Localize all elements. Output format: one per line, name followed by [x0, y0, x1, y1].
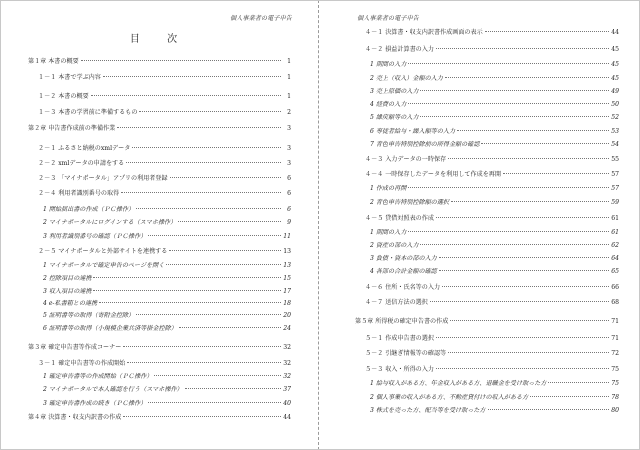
toc-entry: [28, 344, 291, 352]
toc-entry: [365, 299, 619, 307]
toc-entry-page-number: 54: [611, 141, 619, 148]
toc-entry: [370, 128, 619, 136]
toc-entry: [370, 114, 619, 122]
toc-entry-label: 2 売上（収入）金額の入力: [370, 75, 443, 82]
dot-leader: [132, 147, 281, 148]
toc-entry-label: 2 マイナポータルにログインする（スマホ操作）: [43, 219, 177, 226]
toc-entry: [370, 101, 619, 109]
toc-entry: [365, 366, 619, 374]
toc-entry: [43, 325, 291, 333]
toc-entry: [43, 400, 291, 408]
dot-leader: [127, 362, 281, 363]
dot-leader: [81, 60, 281, 61]
toc-entry: [370, 61, 619, 69]
toc-entry-label: 1 期間の入力: [370, 61, 407, 68]
toc-entry: [370, 88, 619, 96]
toc-entry-label: ３－１ 確定申告書等の作成開始: [38, 360, 126, 367]
toc-entry: [365, 156, 619, 164]
page-divider: [318, 0, 319, 450]
toc-entry-page-number: 32: [283, 373, 291, 380]
dot-leader: [99, 302, 281, 303]
dot-leader: [123, 416, 281, 417]
toc-entry-page-number: 17: [283, 288, 291, 295]
toc-entry: [43, 373, 291, 381]
toc-entry-page-number: 32: [283, 344, 291, 351]
toc-entry-label: ５－２ 引継ぎ情報等の確認等: [365, 350, 447, 357]
toc-entry: [43, 300, 291, 308]
toc-entry-label: ４－６ 住所・氏名等の入力: [365, 284, 441, 291]
dot-leader: [117, 127, 281, 128]
toc-entry-page-number: 32: [283, 360, 291, 367]
dot-leader: [481, 143, 609, 144]
toc-entry-page-number: 3: [287, 145, 291, 152]
toc-entry: [370, 380, 619, 388]
dot-leader: [430, 301, 609, 302]
toc-entry-label: 2 青色申告特別控除額の選択: [370, 199, 449, 206]
toc-entry-label: 第３章 確定申告書等作成コーナー: [28, 344, 122, 351]
toc-entry-label: 1 マイナポータルで確定申告のページを開く: [43, 262, 165, 269]
toc-entry: [370, 394, 619, 402]
dot-leader: [436, 337, 609, 338]
toc-entry-label: 3 収入項目の連携: [43, 288, 92, 295]
dot-leader: [91, 95, 281, 96]
dot-leader: [548, 382, 609, 383]
toc-entry-label: 4 経費の入力: [370, 101, 407, 108]
toc-entry-page-number: 50: [611, 101, 619, 108]
toc-entry-label: 1 開始届出書の作成（ＰＣ操作）: [43, 206, 135, 213]
dot-leader: [93, 290, 281, 291]
toc-entry-page-number: 6: [287, 175, 291, 182]
toc-entry-page-number: 52: [611, 114, 619, 121]
toc-entry-page-number: 78: [611, 394, 619, 401]
toc-entry-page-number: 71: [611, 318, 619, 325]
dot-leader: [408, 103, 609, 104]
toc-entry-page-number: 66: [611, 284, 619, 291]
toc-entry: [370, 229, 619, 237]
dot-leader: [450, 320, 609, 321]
toc-entry: [38, 145, 291, 153]
dot-leader: [166, 264, 281, 265]
dot-leader: [148, 402, 281, 403]
dot-leader: [93, 277, 281, 278]
toc-entry-page-number: 55: [611, 156, 619, 163]
toc-entry-label: ４－４ 一時保存したデータを利用して作成を再開: [365, 171, 501, 178]
toc-entry: [28, 414, 291, 422]
dot-leader: [530, 396, 609, 397]
toc-entry-label: ４－１ 決算書・収支内訳書作成画面の表示: [365, 29, 483, 36]
dot-leader: [123, 346, 281, 347]
toc-entry-page-number: 59: [611, 199, 619, 206]
dot-leader: [103, 76, 281, 77]
toc-entry-page-number: 1: [287, 93, 291, 100]
toc-entry-page-number: 37: [283, 386, 291, 393]
toc-entry: [28, 125, 291, 133]
toc-entry-page-number: 6: [287, 190, 291, 197]
dot-leader: [136, 314, 281, 315]
toc-entry: [43, 288, 291, 296]
dot-leader: [442, 286, 609, 287]
toc-entry: [43, 312, 291, 320]
toc-entry-label: 3 売上原価の入力: [370, 88, 419, 95]
toc-entry-label: １－１ 本書で学ぶ内容: [38, 74, 101, 81]
toc-entry-label: 1 給与収入がある方、年金収入がある方、退職金を受け取った方: [370, 380, 547, 387]
toc-entry-page-number: 65: [611, 268, 619, 275]
dot-leader: [408, 63, 609, 64]
dot-leader: [139, 111, 281, 112]
toc-entry: [43, 206, 291, 214]
toc-entry-label: 第２章 申告書作成前の準備作業: [28, 125, 116, 132]
toc-entry-page-number: 18: [283, 300, 291, 307]
toc-entry: [370, 75, 619, 83]
toc-entry-page-number: 64: [611, 255, 619, 262]
toc-entry-page-number: 61: [611, 215, 619, 222]
toc-entry-label: ２－５ マイナポータルと外部サイトを連携する: [38, 248, 168, 255]
dot-leader: [170, 177, 281, 178]
toc-entry-page-number: 3: [287, 125, 291, 132]
dot-leader: [136, 208, 281, 209]
toc-entry-label: 2 控除項目の連携: [43, 275, 92, 282]
toc-entry-label: ２－３ 「マイナポータル」アプリの利用者登録: [38, 175, 168, 182]
dot-leader: [448, 352, 609, 353]
toc-entry-label: ４－５ 貸借対照表の作成: [365, 215, 434, 222]
toc-entry: [38, 175, 291, 183]
toc-entry: [38, 74, 291, 82]
dot-leader: [408, 231, 609, 232]
dot-leader: [121, 192, 281, 193]
toc-entry-label: 3 株式を売った方、配当等を受け取った方: [370, 407, 486, 414]
toc-entry-page-number: 1: [287, 58, 291, 65]
toc-entry-page-number: 13: [283, 248, 291, 255]
toc-entry-page-number: 62: [611, 242, 619, 249]
toc-entry: [370, 185, 619, 193]
dot-leader: [448, 158, 609, 159]
toc-entry: [43, 275, 291, 283]
toc-entry-page-number: 68: [611, 299, 619, 306]
toc-entry: [38, 93, 291, 101]
toc-entry: [38, 248, 291, 256]
toc-entry-label: 2 資産の部の入力: [370, 242, 419, 249]
dot-leader: [457, 130, 609, 131]
toc-entry-label: ５－１ 作成申告書の選択: [365, 335, 434, 342]
toc-entry-label: 3 負債・資本の部の入力: [370, 255, 437, 262]
toc-entry-label: 5 繰戻額等の入力: [370, 114, 419, 121]
toc-entry: [370, 255, 619, 263]
toc-entry-label: 第１章 本書の概要: [28, 58, 79, 65]
toc-entry-label: ４－３ 入力データの一時保存: [365, 156, 447, 163]
toc-entry: [38, 109, 291, 117]
toc-entry-label: 6 専従者給与・繰入額等の入力: [370, 128, 456, 135]
toc-entry-label: 第５章 所得税の確定申告書の作成: [355, 318, 449, 325]
toc-entry-page-number: 40: [283, 400, 291, 407]
toc-entry-label: 2 個人事業の収入がある方、不動産貸付けの収入がある方: [370, 394, 529, 401]
toc-entry: [370, 268, 619, 276]
toc-entry-page-number: 44: [283, 414, 291, 421]
dot-leader: [485, 31, 609, 32]
toc-entry-label: 第４章 決算書・収支内訳書の作成: [28, 414, 122, 421]
toc-entry-page-number: 9: [287, 219, 291, 226]
toc-entry-label: 3 確定申告書作成の続き（ＰＣ操作）: [43, 400, 147, 407]
toc-entry: [370, 199, 619, 207]
dot-leader: [408, 187, 609, 188]
dot-leader: [436, 217, 609, 218]
toc-entry-label: 4 各部の合計金額の確認: [370, 268, 437, 275]
dot-leader: [185, 388, 281, 389]
toc-entry-label: 1 確定申告書等の作成開始（ＰＣ操作）: [43, 373, 153, 380]
toc-entry-page-number: 3: [287, 160, 291, 167]
toc-entry-page-number: 1: [287, 74, 291, 81]
dot-leader: [488, 409, 609, 410]
toc-title: 目 次: [129, 34, 190, 45]
dot-leader: [126, 162, 281, 163]
toc-entry-label: ２－２ xmlデータの申請をする: [38, 160, 125, 167]
toc-entry: [365, 350, 619, 358]
toc-entry-page-number: 24: [283, 325, 291, 332]
toc-entry-label: ４－２ 損益計算書の入力: [365, 46, 434, 53]
toc-entry: [28, 58, 291, 66]
toc-entry-label: 1 期間の入力: [370, 229, 407, 236]
toc-entry-label: ２－１ ふるさと納税のxmlデータ: [38, 145, 131, 152]
toc-entry-page-number: 15: [283, 275, 291, 282]
toc-entry-label: 6 証明書等の取得（小規模企業共済等掛金控除）: [43, 325, 177, 332]
toc-entry: [365, 335, 619, 343]
toc-entry: [365, 29, 619, 37]
toc-entry: [43, 386, 291, 394]
toc-entry-label: ２－４ 利用者識別番号の取得: [38, 190, 120, 197]
toc-entry: [43, 262, 291, 270]
toc-entry-page-number: 80: [611, 407, 619, 414]
toc-entry: [38, 160, 291, 168]
toc-entry: [355, 318, 619, 326]
toc-entry-page-number: 11: [283, 233, 291, 240]
dot-leader: [420, 244, 609, 245]
dot-leader: [420, 116, 609, 117]
dot-leader: [178, 221, 281, 222]
toc-entry-label: 1 作成の再開: [370, 185, 407, 192]
dot-leader: [445, 77, 609, 78]
toc-entry: [370, 407, 619, 415]
toc-entry: [43, 219, 291, 227]
toc-entry-page-number: 45: [611, 61, 619, 68]
toc-entry-label: 3 利用者識別番号の確認（ＰＣ操作）: [43, 233, 147, 240]
toc-entry-page-number: 75: [611, 366, 619, 373]
toc-entry-page-number: 57: [611, 171, 619, 178]
toc-entry-page-number: 71: [611, 335, 619, 342]
dot-leader: [436, 48, 609, 49]
toc-entry-label: 4 e-私書箱との連携: [43, 300, 98, 307]
toc-entry-page-number: 20: [283, 312, 291, 319]
toc-entry-page-number: 45: [611, 46, 619, 53]
toc-entry-label: １－２ 本書の概要: [38, 93, 89, 100]
toc-entry: [43, 233, 291, 241]
toc-entry-label: 5 証明書等の取得（寄附金控除）: [43, 312, 135, 319]
toc-entry-page-number: 49: [611, 88, 619, 95]
toc-entry: [370, 242, 619, 250]
dot-leader: [148, 235, 281, 236]
right-page: [321, 0, 640, 450]
left-page: [0, 0, 319, 450]
toc-entry: [365, 46, 619, 54]
toc-entry: [370, 141, 619, 149]
toc-entry-label: １－３ 本書の学習前に準備するもの: [38, 109, 138, 116]
toc-entry-page-number: 6: [287, 206, 291, 213]
dot-leader: [169, 250, 281, 251]
dot-leader: [154, 375, 281, 376]
running-head-left: 個人事業者の電子申告: [230, 15, 292, 22]
toc-entry: [38, 360, 291, 368]
toc-entry: [38, 190, 291, 198]
toc-entry-label: ４－７ 送信方法の選択: [365, 299, 428, 306]
toc-entry-page-number: 61: [611, 229, 619, 236]
toc-entry: [365, 171, 619, 179]
dot-leader: [436, 368, 609, 369]
toc-entry-page-number: 57: [611, 185, 619, 192]
toc-entry-page-number: 13: [283, 262, 291, 269]
dot-leader: [420, 90, 609, 91]
toc-entry: [365, 215, 619, 223]
dot-leader: [179, 327, 281, 328]
toc-entry-label: 2 マイナポータルで本人確認を行う（スマホ操作）: [43, 386, 183, 393]
toc-entry-label: ５－３ 収入・所得の入力: [365, 366, 434, 373]
dot-leader: [439, 270, 609, 271]
toc-entry-page-number: 2: [287, 109, 291, 116]
toc-entry: [365, 284, 619, 292]
toc-entry-page-number: 44: [611, 29, 619, 36]
toc-entry-page-number: 53: [611, 128, 619, 135]
toc-entry-page-number: 72: [611, 350, 619, 357]
toc-entry-label: 7 青色申告特別控除前の所得金額の確認: [370, 141, 480, 148]
dot-leader: [451, 201, 609, 202]
toc-entry-page-number: 75: [611, 380, 619, 387]
dot-leader: [439, 257, 609, 258]
running-head-right: 個人事業者の電子申告: [357, 15, 419, 22]
dot-leader: [503, 173, 609, 174]
toc-entry-page-number: 45: [611, 75, 619, 82]
